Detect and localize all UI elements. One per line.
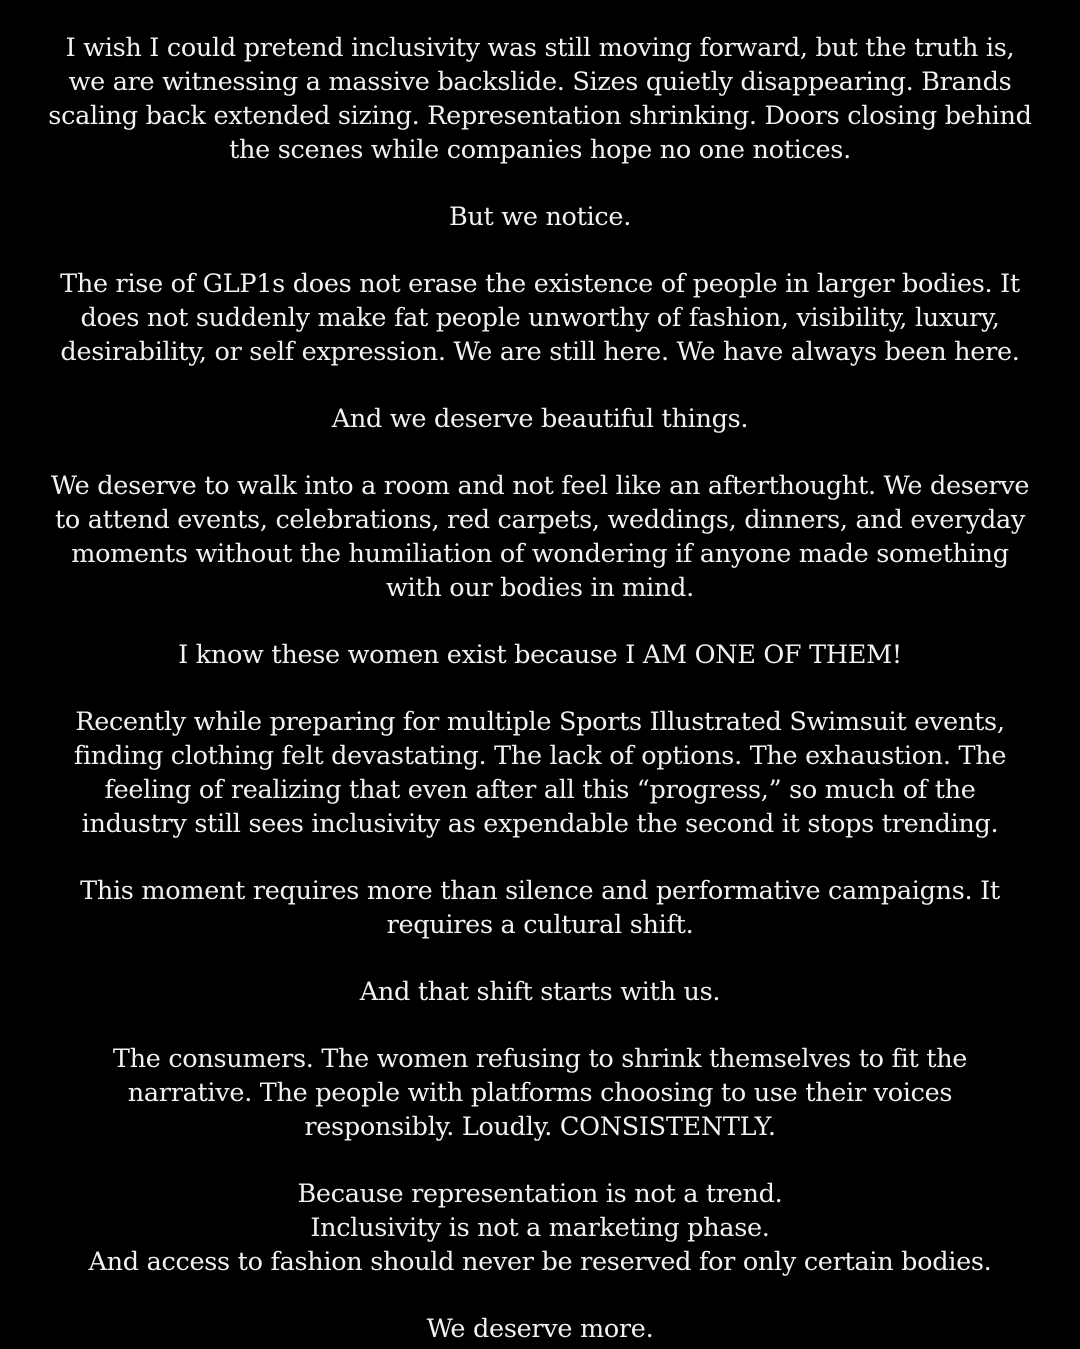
paragraph-1 [30,31,1050,167]
text-line: responsibly. Loudly. CONSISTENTLY. [304,1112,776,1142]
text-line: Inclusivity is not a marketing phase. [310,1213,770,1243]
text-line: to attend events, celebrations, red carpets, weddings, dinners, and everyday [54,505,1026,535]
paragraph-12 [30,1312,1050,1346]
text-line: finding clothing felt devastating. The lack of options. The exhaustion. The [73,741,1007,771]
text-line: And that shift starts with us. [359,977,721,1007]
text-line: with our bodies in mind. [386,573,694,603]
text-line: desirability, or self expression. We are still here. We have always been here. [60,337,1020,367]
text-line: narrative. The people with platforms choosing to use their voices [127,1078,953,1108]
text-line: The consumers. The women refusing to shrink themselves to fit the [112,1044,968,1074]
text-line: We deserve more. [426,1314,654,1344]
text-line: we are witnessing a massive backslide. Sizes quietly disappearing. Brands [68,67,1012,97]
paragraph-6 [30,638,1050,672]
paragraph-9 [30,975,1050,1009]
text-line: But we notice. [449,202,631,232]
text-line: The rise of GLP1s does not erase the existence of people in larger bodies. It [60,269,1020,299]
text-line: does not suddenly make fat people unworthy of fashion, visibility, luxury, [80,303,1000,333]
text-line: Because representation is not a trend. [297,1179,783,1209]
text-line: We deserve to walk into a room and not feel like an afterthought. We deserve [50,471,1030,501]
text-line: I know these women exist because I AM ONE OF THEM! [178,640,902,670]
paragraph-5 [30,469,1050,605]
text-line: Recently while preparing for multiple Sports Illustrated Swimsuit events, [75,707,1005,737]
paragraph-8 [30,874,1050,942]
text-line: scaling back extended sizing. Representation shrinking. Doors closing behind [48,101,1032,131]
paragraph-4 [30,402,1050,436]
text-line: industry still sees inclusivity as expendable the second it stops trending. [81,809,999,839]
text-line: feeling of realizing that even after all this “progress,” so much of the [104,775,976,805]
text-line: I wish I could pretend inclusivity was still moving forward, but the truth is, [65,33,1015,63]
paragraph-3 [30,267,1050,369]
text-line: And access to fashion should never be reserved for only certain bodies. [88,1247,992,1277]
paragraph-10 [30,1042,1050,1144]
text-line: requires a cultural shift. [386,910,694,940]
text-line: moments without the humiliation of wondering if anyone made something [71,539,1009,569]
paragraph-7 [30,705,1050,841]
text-line: And we deserve beautiful things. [331,404,749,434]
text-line: This moment requires more than silence and performative campaigns. It [80,876,1000,906]
text-line: the scenes while companies hope no one notices. [229,135,851,165]
paragraph-11 [30,1177,1050,1279]
paragraph-2 [30,200,1050,234]
